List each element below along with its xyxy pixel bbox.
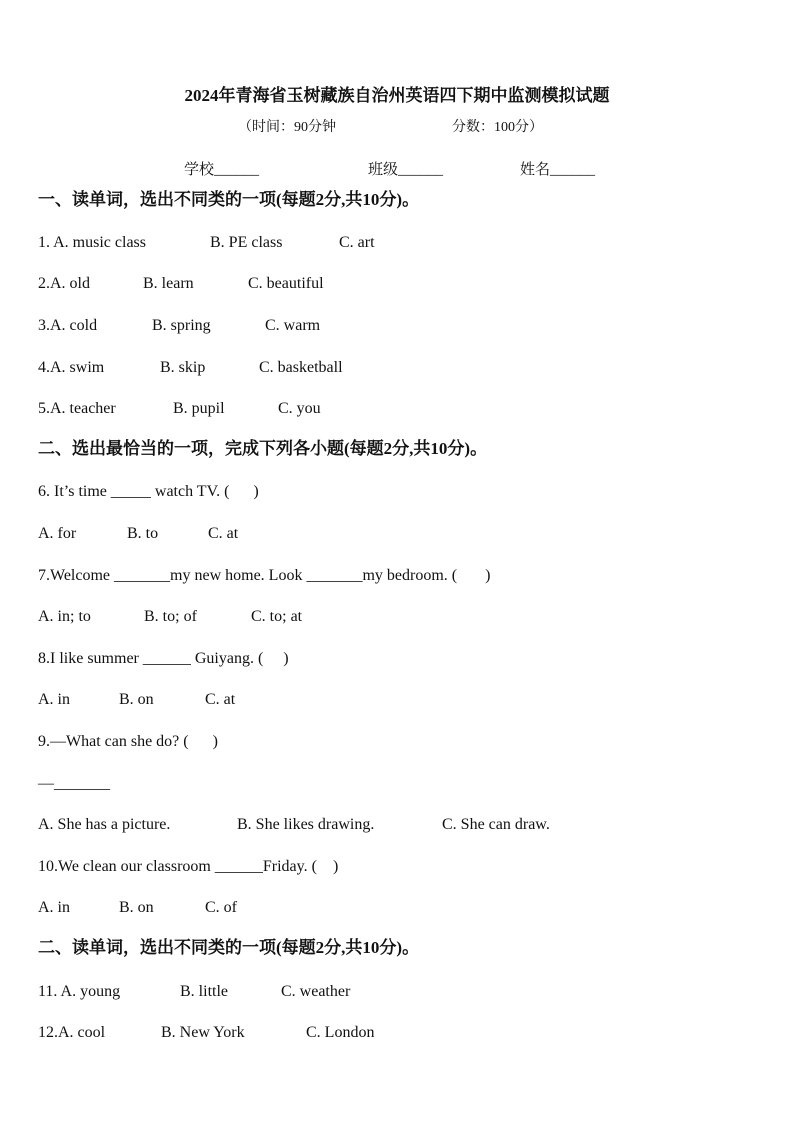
question-4-option-c: C. basketball [259, 359, 343, 376]
question-3-option-c: C. warm [265, 317, 321, 334]
question-4-option-a: 4.A. swim [38, 359, 105, 376]
question-8-option-b: B. on [119, 691, 154, 708]
question-2-option-c: C. beautiful [248, 275, 324, 292]
question-9-option-b: B. She likes drawing. [237, 816, 375, 833]
question-3-option-a: 3.A. cold [38, 317, 98, 334]
question-6-stem: 6. It’s time _____ watch TV. ( ) [38, 483, 259, 500]
score-label: 分数：100分） [452, 120, 543, 135]
question-9-stem: 9.—What can she do? ( ) [38, 733, 218, 750]
question-3-option-b: B. spring [152, 317, 211, 334]
question-4-option-b: B. skip [160, 359, 206, 376]
question-10-option-c: C. of [205, 899, 237, 916]
question-2-option-a: 2.A. old [38, 275, 90, 292]
section-heading-2: 二、选出最恰当的一项，完成下列各小题(每题2分,共10分)。 [38, 439, 488, 458]
question-6-option-c: C. at [208, 525, 239, 542]
question-5-option-b: B. pupil [173, 400, 225, 417]
question-7-option-c: C. to; at [251, 608, 303, 625]
question-6-option-a: A. for [38, 525, 77, 542]
question-11-option-b: B. little [180, 983, 228, 1000]
question-12-option-a: 12.A. cool [38, 1024, 106, 1041]
question-8-option-a: A. in [38, 691, 70, 708]
question-9-answer-blank: —_______ [38, 775, 110, 792]
question-8-option-c: C. at [205, 691, 236, 708]
question-12-option-b: B. New York [161, 1024, 245, 1041]
question-8-stem: 8.I like summer ______ Guiyang. ( ) [38, 650, 289, 667]
page-title: 2024年青海省玉树藏族自治州英语四下期中监测模拟试题 [184, 86, 610, 105]
time-label: （时间：90分钟 [238, 120, 336, 135]
question-12-option-c: C. London [306, 1024, 375, 1041]
class-field: 班级______ [368, 162, 444, 178]
question-10-option-b: B. on [119, 899, 154, 916]
section-heading-1: 一、读单词，选出不同类的一项(每题2分,共10分)。 [38, 190, 420, 209]
question-2-option-b: B. learn [143, 275, 194, 292]
question-11-option-a: 11. A. young [38, 983, 121, 1000]
section-heading-3: 二、读单词，选出不同类的一项(每题2分,共10分)。 [38, 938, 420, 957]
question-9-option-c: C. She can draw. [442, 816, 550, 833]
question-10-stem: 10.We clean our classroom ______Friday. ( ) [38, 858, 339, 875]
question-1-option-c: C. art [339, 234, 375, 251]
question-6-option-b: B. to [127, 525, 159, 542]
question-5-option-a: 5.A. teacher [38, 400, 116, 417]
question-7-option-a: A. in; to [38, 608, 91, 625]
question-10-option-a: A. in [38, 899, 70, 916]
name-field: 姓名______ [520, 162, 596, 178]
question-11-option-c: C. weather [281, 983, 351, 1000]
question-5-option-c: C. you [278, 400, 321, 417]
question-1-option-a: 1. A. music class [38, 234, 146, 251]
question-9-option-a: A. She has a picture. [38, 816, 171, 833]
school-field: 学校______ [184, 162, 260, 178]
question-7-stem: 7.Welcome _______my new home. Look _______my bedroom. ( ) [38, 567, 491, 584]
question-1-option-b: B. PE class [210, 234, 283, 251]
question-7-option-b: B. to; of [144, 608, 197, 625]
